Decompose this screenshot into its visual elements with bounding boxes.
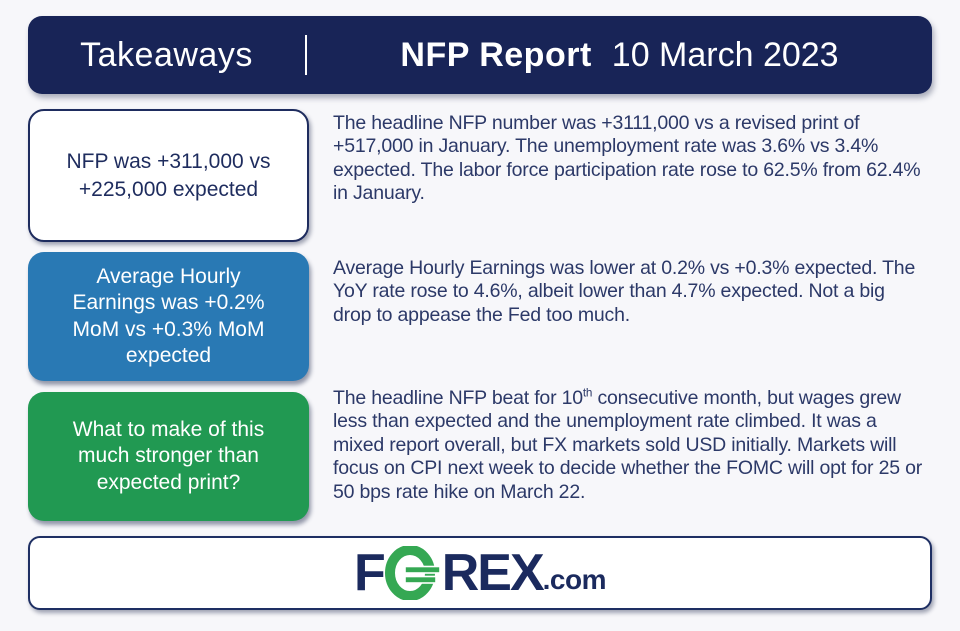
forex-logo-com: .com	[542, 564, 607, 595]
paragraph-earnings: Average Hourly Earnings was lower at 0.2% vs +0.3% expected. The YoY rate rose to 4.6%, albeit lower than 4.7% expected. Not a big drop to appease the Fed too much.	[333, 257, 916, 326]
takeaways-label: Takeaways	[80, 35, 253, 74]
forex-o-icon	[385, 546, 441, 600]
report-title: NFP Report	[400, 35, 592, 74]
forex-logo	[354, 543, 606, 603]
report-title-group	[307, 36, 932, 75]
report-date: 10 March 2023	[611, 35, 839, 74]
takeaway-card-nfp	[28, 109, 309, 242]
takeaway-card-nfp-text: NFP was +311,000 vs +225,000 expected	[66, 150, 271, 201]
footer-bar	[28, 536, 932, 610]
paragraph-analysis	[333, 387, 927, 504]
paragraph-nfp-headline: The headline NFP number was +3111,000 vs a revised print of +517,000 in January. The unemployment rate was 3.6% vs 3.4% expected. The labor force participation rate rose to 62.5% from 62.4% in January.	[333, 112, 921, 205]
takeaway-card-question	[28, 392, 309, 521]
forex-logo-rex: REX	[441, 544, 543, 602]
header-bar	[28, 16, 932, 94]
paragraph-analysis-post: consecutive month, but wages grew less than expected and the unemployment rate climbed. It was a mixed report overall, but FX markets sold USD initially. Markets will focus on CPI next week to decide whether the FOMC will opt for 25 or 50 bps rate hike on March 22.	[333, 387, 923, 503]
takeaway-card-earnings-text: Average Hourly Earnings was +0.2% MoM vs +0.3% MoM expected	[72, 265, 265, 367]
paragraph-analysis-ordinal: th	[582, 386, 593, 400]
paragraph-analysis-pre: The headline NFP beat for 10	[333, 387, 583, 409]
takeaway-card-question-text: What to make of this much stronger than expected print?	[72, 418, 265, 494]
takeaway-card-earnings	[28, 252, 309, 381]
forex-logo-f: F	[353, 544, 384, 602]
